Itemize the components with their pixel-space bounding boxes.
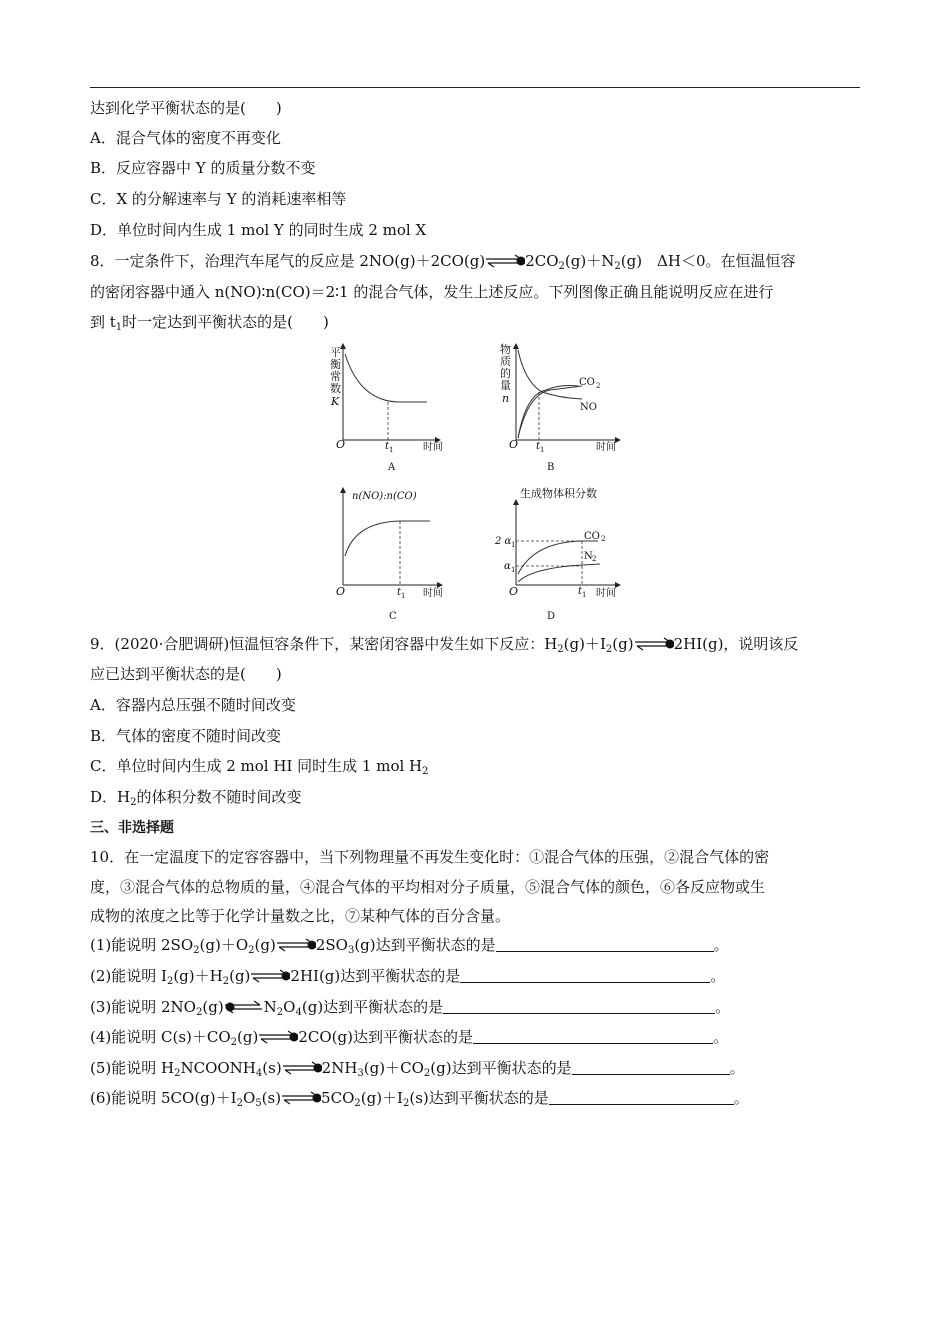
section-heading: 三、非选择题 [90,820,174,836]
graph-a-xlabel: 时间 [423,442,443,453]
graph-a-ysym: K [331,395,340,408]
q9-line2: 应已达到平衡状态的是( ) [90,665,282,683]
equilibrium-arrow-icon [224,1000,264,1014]
graph-d-origin: O [509,585,519,598]
graph-a-caption: A [388,462,396,473]
graph-d-y1: α [504,561,511,572]
graph-b-t: t [536,441,541,452]
graph-a-ylabel-3: 常 [330,370,341,383]
graph-d-caption: D [547,611,556,622]
answer-blank-6[interactable] [549,1090,734,1105]
q9-option-d: D．$H_2$的体积分数不随时间改变 [90,788,302,808]
graph-b-ylabel-1: 物 [500,343,511,356]
graph-d-t: t [578,586,583,597]
graph-c-xlabel: 时间 [423,588,443,599]
q9-option-a: A．容器内总压强不随时间改变 [90,696,296,714]
graph-a-curve [345,354,427,402]
graph-b-ysym: n [502,392,510,405]
q7-option-d: D．单位时间内生成 1 mol Y 的同时生成 2 mol X [90,221,427,239]
graph-c-t: t [397,587,402,598]
equilibrium-arrow-icon [634,637,674,651]
equilibrium-arrow-icon [276,938,316,952]
graph-d-y2-sub: 1 [511,541,516,549]
graph-d-n2-curve [518,564,600,582]
graph-a-t: t [385,441,390,452]
equilibrium-arrow-icon [250,969,290,983]
q7-option-a: A．混合气体的密度不再变化 [90,129,281,147]
graph-c-caption: C [389,611,397,622]
q7-option-c: C．X 的分解速率与 Y 的消耗速率相等 [90,190,347,208]
q9-option-c: C．单位时间内生成 2 mol HI 同时生成 1 mol $H_2$ [90,757,429,777]
graph-d-s1: CO [584,531,600,542]
graph-d-s1-sub: 2 [601,535,606,543]
graph-c-ylabel: n(NO):n(CO) [352,491,417,502]
q10-part1: (1)能说明 $2SO_2(g)+O_2(g)$ $2SO_3(g)$达到平衡状态的是 。 [90,936,729,956]
graph-b-s2: NO [580,402,597,413]
graph-b-ylabel-2: 质 [500,355,511,368]
graph-a-ylabel-1: 平 [330,346,341,359]
graph-d-s2: N [584,551,593,562]
graph-d-y1-sub: 1 [511,566,516,574]
graph-b-s1-sub: 2 [596,382,601,390]
answer-blank-3[interactable] [443,999,715,1014]
graph-d [494,486,620,622]
q10-part5: (5)能说明 $H_2NCOONH_4(s)$ $2NH_3(g)+CO_2(g)$达到平衡状态的是 。 [90,1059,745,1079]
graph-d-t-sub: 1 [582,591,587,599]
graph-b-co2-rise [518,386,582,438]
graph-a-origin: O [336,438,346,451]
graph-b-ylabel-3: 的 [500,367,511,380]
q7-tail: 达到化学平衡状态的是( ) [90,99,282,117]
q10-part6: (6)能说明 $5CO(g)+I_2O_5(s)$ $5CO_2(g)+I_2(s)$达到平衡状态的是 。 [90,1089,749,1109]
graph-b-ylabel-4: 量 [500,379,511,392]
q10-line3: 成物的浓度之比等于化学计量数之比，⑦某种气体的百分含量。 [90,907,511,925]
q9-option-b: B．气体的密度不随时间改变 [90,727,282,745]
equilibrium-arrow-icon [282,1061,322,1075]
answer-blank-2[interactable] [460,968,710,983]
q10-line1: 10．在一定温度下的定容容器中，当下列物理量不再发生变化时：①混合气体的压强，②混合气体的密 [90,848,770,866]
graph-c [336,488,443,622]
q8-line1: 8．一定条件下，治理汽车尾气的反应是 2NO(g)＋2CO(g) $2CO_2(g)+N_2(g)$ ΔH＜0。在恒温恒容 [90,252,796,272]
graph-b-s1: CO [579,377,595,388]
graph-d-ylabel: 生成物体积分数 [520,487,597,500]
graph-b-origin: O [509,438,519,451]
graph-b-caption: B [547,462,555,473]
graph-b-no-curve [518,350,582,399]
graph-b-xlabel: 时间 [596,442,616,453]
q8-line2: 的密闭容器中通入 n(NO)∶n(CO)＝2∶1 的混合气体，发生上述反应。下列图像正确且能说明反应在进行 [90,283,774,301]
graph-b [500,342,620,473]
q10-line2: 度，③混合气体的总物质的量，④混合气体的平均相对分子质量，⑤混合气体的颜色，⑥各反应物或生 [90,878,766,896]
graph-a [330,344,443,473]
graph-a-ylabel-2: 衡 [330,358,341,371]
graph-a-ylabel-4: 数 [330,382,341,395]
graph-d-xlabel: 时间 [596,588,616,599]
equilibrium-arrow-icon [258,1030,298,1044]
q7-option-b: B．反应容器中 Y 的质量分数不变 [90,159,316,177]
graph-c-origin: O [336,585,346,598]
graph-b-t-sub: 1 [540,446,545,454]
q8-figure [320,342,640,627]
answer-blank-5[interactable] [572,1060,730,1075]
graph-a-t-sub: 1 [389,446,394,454]
q10-part2: (2)能说明 $I_2(g)+H_2(g)$ 2HI(g)达到平衡状态的是 。 [90,967,726,987]
q10-part3: (3)能说明 $2NO_2(g)$ $N_2O_4(g)$达到平衡状态的是 。 [90,998,731,1018]
graph-d-y2: 2 α [495,536,512,547]
q9-line1: 9．(2020·合肥调研)恒温恒容条件下，某密闭容器中发生如下反应：$H_2(g)+I_2(g)$ 2HI(g)，说明该反 [90,635,799,655]
answer-blank-4[interactable] [473,1029,713,1044]
graph-c-t-sub: 1 [401,592,406,600]
top-rule [90,87,860,88]
graph-c-curve [345,521,430,556]
answer-blank-1[interactable] [496,937,714,952]
q8-line3: 到 $t_1$时一定达到平衡状态的是( ) [90,313,329,333]
equilibrium-arrow-icon [281,1091,321,1105]
graph-d-s2-sub: 2 [592,555,597,563]
equilibrium-arrow-icon [485,254,525,268]
q10-part4: (4)能说明 $C(s)+CO_2(g)$ 2CO(g)达到平衡状态的是 。 [90,1028,728,1048]
